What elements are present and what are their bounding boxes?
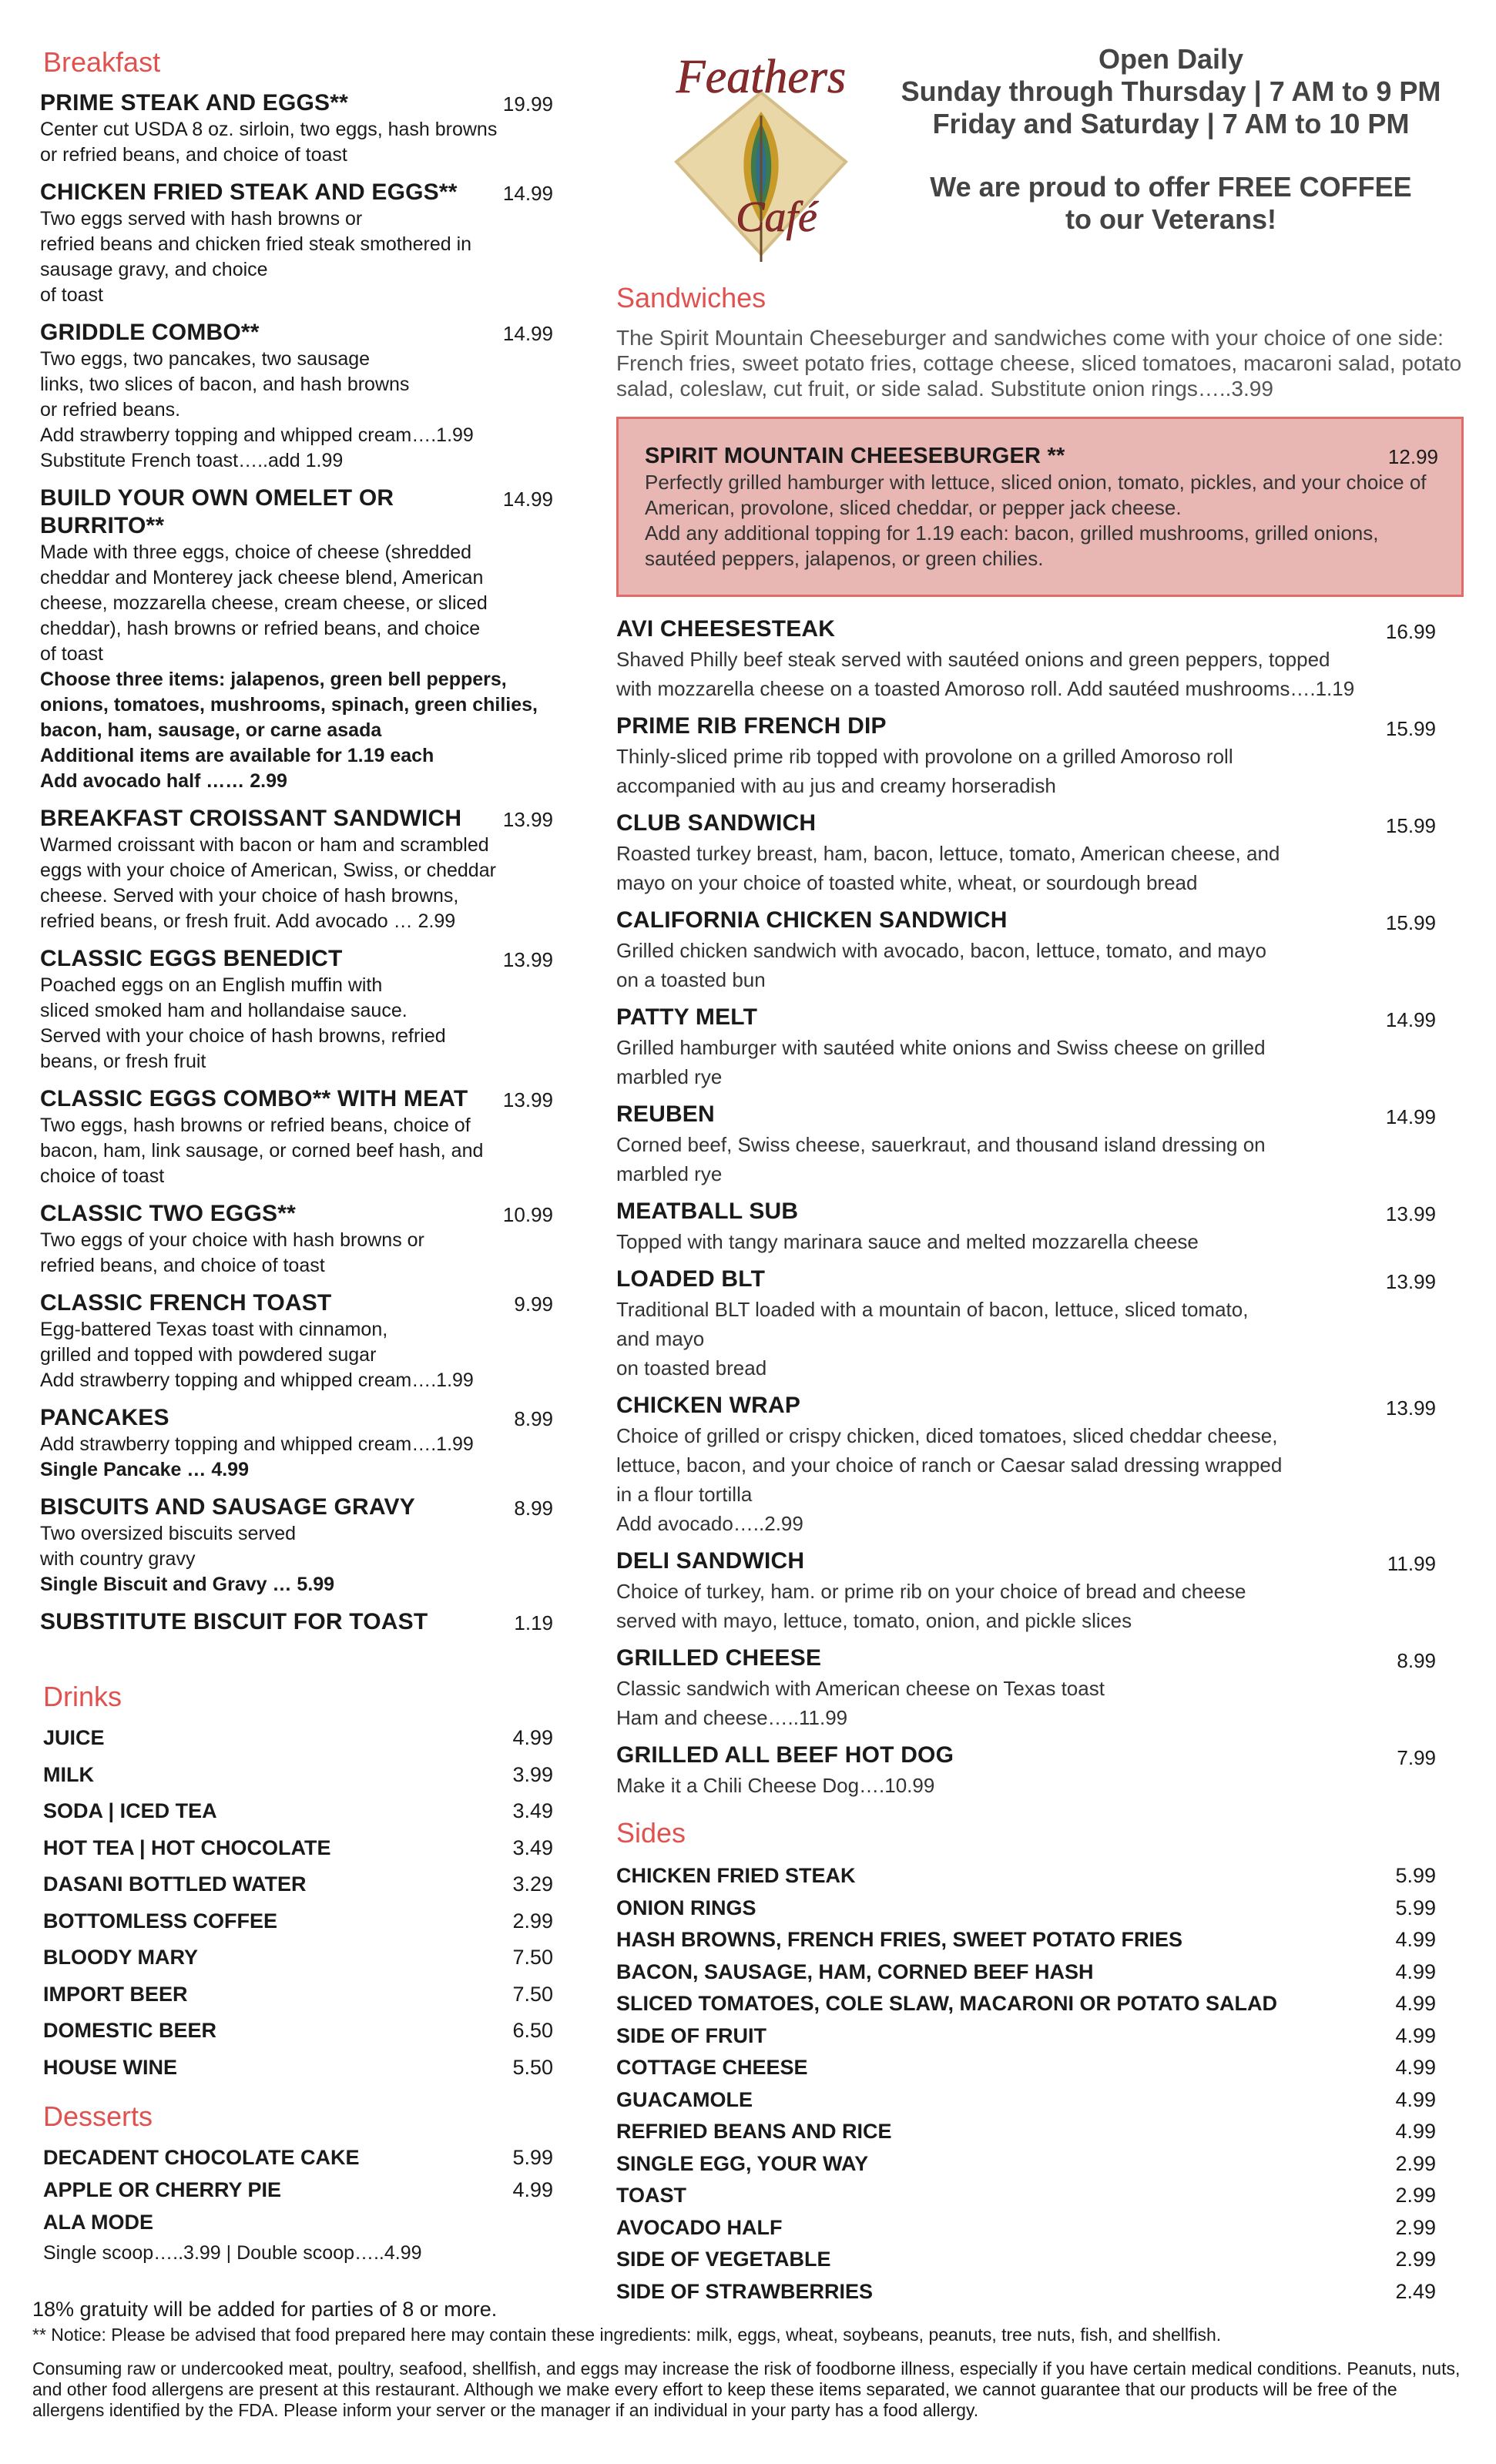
item-price: 13.99 <box>502 1088 553 1111</box>
left-column <box>40 43 556 2266</box>
item-desc: refried beans, or fresh fruit. Add avocado … 2.99 <box>40 910 456 932</box>
item-desc: Add strawberry topping and whipped cream….1.99 <box>40 1369 474 1391</box>
row-price: 2.99 <box>1395 2248 1436 2271</box>
row-name: REFRIED BEANS AND RICE <box>616 2120 892 2143</box>
drinks-row <box>40 2053 556 2090</box>
item-desc: mayo on your choice of toasted white, wheat, or sourdough bread <box>616 871 1198 894</box>
breakfast-item <box>40 1608 556 1636</box>
drinks-row <box>40 1834 556 1871</box>
row-name: HOT TEA | HOT CHOCOLATE <box>43 1835 331 1859</box>
row-name: GUACAMOLE <box>616 2087 753 2111</box>
item-name: CLASSIC TWO EGGS** <box>40 1201 296 1226</box>
sandwich-item <box>616 905 1464 994</box>
side-row <box>616 1956 1464 1989</box>
item-name: SUBSTITUTE BISCUIT FOR TOAST <box>40 1609 428 1634</box>
item-desc: in a flour tortilla <box>616 1483 753 1506</box>
row-price: 7.50 <box>512 1982 553 2006</box>
item-desc: Topped with tangy marinara sauce and melted mozzarella cheese <box>616 1230 1199 1253</box>
item-desc: accompanied with au jus and creamy horseradish <box>616 774 1056 797</box>
breakfast-item <box>40 319 556 474</box>
item-desc: Add strawberry topping and whipped cream….1.99 <box>40 424 474 446</box>
side-row <box>616 1924 1464 1956</box>
hours-weekday: Sunday through Thursday | 7 AM to 9 PM <box>901 75 1441 107</box>
item-desc: Two eggs, two pancakes, two sausage <box>40 348 371 370</box>
item-desc: of toast <box>40 284 103 306</box>
row-name: CHICKEN FRIED STEAK <box>616 1864 856 1887</box>
row-price: 7.50 <box>512 1946 553 1969</box>
featured-extra: Add any additional topping for 1.19 each: bacon, grilled mushrooms, grilled onions, sautéed peppers, jalapenos, or green chilies. <box>645 521 1379 570</box>
row-price: 4.99 <box>1395 1959 1436 1983</box>
row-price: 3.29 <box>512 1872 553 1896</box>
row-name: DOMESTIC BEER <box>43 2019 217 2042</box>
item-price: 13.99 <box>502 808 553 831</box>
item-name: BUILD YOUR OWN OMELET OR BURRITO** <box>40 485 394 538</box>
item-price: 9.99 <box>514 1292 553 1316</box>
item-desc: refried beans, and choice of toast <box>40 1255 325 1276</box>
row-name: MILK <box>43 1762 94 1786</box>
row-name: SIDE OF VEGETABLE <box>616 2248 831 2271</box>
row-name: SODA | ICED TEA <box>43 1799 217 1822</box>
breakfast-title: Breakfast <box>43 46 161 78</box>
sandwich-item <box>616 1264 1464 1383</box>
item-name: CLASSIC FRENCH TOAST <box>40 1290 332 1316</box>
item-desc: Shaved Philly beef steak served with sautéed onions and green peppers, topped <box>616 648 1330 671</box>
row-name: ALA MODE <box>43 2211 153 2234</box>
row-name: HASH BROWNS, FRENCH FRIES, SWEET POTATO FRIES <box>616 1928 1183 1951</box>
side-row <box>616 2180 1464 2212</box>
item-desc: of toast <box>40 643 103 665</box>
item-name: CHICKEN FRIED STEAK AND EGGS** <box>40 179 458 205</box>
item-desc: Two eggs of your choice with hash browns or <box>40 1229 424 1251</box>
item-name: PATTY MELT <box>616 1004 758 1030</box>
desserts-list <box>40 2144 556 2241</box>
side-row <box>616 2020 1464 2053</box>
item-desc: eggs with your choice of American, Swiss, or cheddar <box>40 860 496 881</box>
item-desc: cheese, mozzarella cheese, cream cheese, or sliced <box>40 592 488 614</box>
drinks-row <box>40 2016 556 2053</box>
drinks-row <box>40 1724 556 1761</box>
sandwich-item <box>616 1643 1464 1732</box>
side-row <box>616 2052 1464 2084</box>
item-desc: refried beans and chicken fried steak smothered in <box>40 233 472 255</box>
item-desc: cheddar), hash browns or refried beans, and choice <box>40 618 481 639</box>
drinks-row <box>40 1870 556 1907</box>
sandwich-item <box>616 614 1464 703</box>
item-desc: Egg-battered Texas toast with cinnamon, <box>40 1319 388 1340</box>
row-name: ONION RINGS <box>616 1896 756 1919</box>
logo-text-cafe: Café <box>736 193 817 241</box>
item-price: 1.19 <box>514 1611 553 1634</box>
sandwich-item <box>616 1196 1464 1256</box>
sandwich-item <box>616 1099 1464 1188</box>
item-note: Choose three items: jalapenos, green bell peppers, <box>40 669 507 690</box>
item-name: GRILLED CHEESE <box>616 1645 822 1671</box>
item-desc: Add avocado…..2.99 <box>616 1512 803 1535</box>
item-desc: or refried beans. <box>40 399 181 421</box>
item-desc: choice of toast <box>40 1165 165 1187</box>
item-desc: Corned beef, Swiss cheese, sauerkraut, and thousand island dressing on <box>616 1133 1266 1156</box>
item-desc: Thinly-sliced prime rib topped with provolone on a grilled Amoroso roll <box>616 745 1233 768</box>
side-row <box>616 2244 1464 2276</box>
sandwiches-intro: The Spirit Mountain Cheeseburger and sandwiches come with your choice of one side: French fries, sweet potato fries, cottage cheese, sliced tomatoes, macaroni salad, potato salad, coleslaw, cut fruit, or side salad. Substitute onion rings…..3.99 <box>616 326 1462 401</box>
sandwich-item <box>616 1740 1464 1800</box>
item-desc: Center cut USDA 8 oz. sirloin, two eggs, hash browns <box>40 119 498 140</box>
item-name: CLASSIC EGGS COMBO** WITH MEAT <box>40 1086 468 1111</box>
item-note: Single Pancake … 4.99 <box>40 1459 249 1480</box>
item-price: 14.99 <box>1385 1008 1436 1031</box>
item-price: 13.99 <box>502 948 553 971</box>
item-desc: lettuce, bacon, and your choice of ranch or Caesar salad dressing wrapped <box>616 1453 1283 1477</box>
item-price: 14.99 <box>502 322 553 345</box>
item-price: 13.99 <box>1385 1202 1436 1225</box>
item-desc: Classic sandwich with American cheese on Texas toast <box>616 1677 1105 1700</box>
row-name: SINGLE EGG, YOUR WAY <box>616 2151 869 2175</box>
item-note: onions, tomatoes, mushrooms, spinach, green chilies, <box>40 694 538 716</box>
item-name: PANCAKES <box>40 1405 169 1430</box>
item-desc: marbled rye <box>616 1162 723 1185</box>
row-price: 6.50 <box>512 2019 553 2042</box>
item-desc: Two oversized biscuits served <box>40 1523 297 1544</box>
item-name: PRIME STEAK AND EGGS** <box>40 90 349 116</box>
breakfast-item <box>40 179 556 308</box>
item-desc: Make it a Chili Cheese Dog….10.99 <box>616 1774 935 1797</box>
row-name: COTTAGE CHEESE <box>616 2056 808 2079</box>
row-name: APPLE OR CHERRY PIE <box>43 2178 282 2201</box>
item-desc: Substitute French toast…..add 1.99 <box>40 450 344 471</box>
row-price: 5.99 <box>1395 1896 1436 1919</box>
row-price: 3.99 <box>512 1762 553 1786</box>
sides-title: Sides <box>616 1817 686 1849</box>
item-name: CHICKEN WRAP <box>616 1393 801 1418</box>
item-name: BREAKFAST CROISSANT SANDWICH <box>40 806 462 831</box>
item-desc: Grilled hamburger with sautéed white onions and Swiss cheese on grilled <box>616 1036 1266 1059</box>
breakfast-item <box>40 805 556 934</box>
gratuity-note: 18% gratuity will be added for parties of 8 or more. <box>32 2298 498 2321</box>
breakfast-item <box>40 1085 556 1189</box>
row-price: 2.99 <box>1395 2151 1436 2175</box>
item-price: 13.99 <box>1385 1396 1436 1420</box>
item-desc: beans, or fresh fruit <box>40 1051 206 1072</box>
sandwich-item <box>616 1390 1464 1538</box>
sandwich-list <box>616 614 1464 1800</box>
item-desc: bacon, ham, link sausage, or corned beef hash, and <box>40 1140 484 1162</box>
item-desc: Roasted turkey breast, ham, bacon, lettuce, tomato, American cheese, and <box>616 842 1280 865</box>
row-price: 5.50 <box>512 2055 553 2079</box>
item-note: Single Biscuit and Gravy … 5.99 <box>40 1574 335 1595</box>
row-price: 4.99 <box>1395 1992 1436 2015</box>
item-desc: sausage gravy, and choice <box>40 259 268 280</box>
side-row <box>616 2212 1464 2244</box>
row-price: 5.99 <box>1395 1864 1436 1887</box>
item-price: 15.99 <box>1385 717 1436 740</box>
breakfast-item <box>40 484 556 794</box>
drinks-list <box>40 1724 556 2090</box>
row-price: 2.99 <box>1395 2184 1436 2207</box>
drinks-row <box>40 1797 556 1834</box>
item-desc: Made with three eggs, choice of cheese (shredded <box>40 541 472 563</box>
food-safety-warning: Consuming raw or undercooked meat, poultry, seafood, shellfish, and eggs may increase the risk of foodborne illness, especially if you have certain medical conditions. Peanuts, nuts, and other food allergens are present at this restaurant. Although we make every effort to keep these items separated, we cannot guarantee that our products will be free of the allergens identified by the FDA. Please inform your server or the manager if an individual in your party has a food allergy. <box>32 2358 1461 2420</box>
featured-desc: Perfectly grilled hamburger with lettuce, sliced onion, tomato, pickles, and your choice of American, provolone, sliced cheddar, or pepper jack cheese. <box>645 471 1427 519</box>
drinks-title: Drinks <box>43 1681 122 1712</box>
side-row <box>616 2116 1464 2148</box>
breakfast-item <box>40 1493 556 1597</box>
row-name: BACON, SAUSAGE, HAM, CORNED BEEF HASH <box>616 1959 1094 1983</box>
row-price: 4.99 <box>1395 2023 1436 2047</box>
sandwiches-title: Sandwiches <box>616 282 766 313</box>
item-price: 14.99 <box>502 488 553 511</box>
item-desc: with mozzarella cheese on a toasted Amoroso roll. Add sautéed mushrooms….1.19 <box>616 677 1355 700</box>
item-name: GRIDDLE COMBO** <box>40 320 260 345</box>
row-name: DECADENT CHOCOLATE CAKE <box>43 2146 360 2169</box>
veterans-note-2: to our Veterans! <box>1065 203 1277 235</box>
hours-title: Open Daily <box>1098 43 1244 75</box>
item-price: 8.99 <box>1397 1649 1436 1672</box>
featured-name: SPIRIT MOUNTAIN CHEESEBURGER ** <box>645 444 1065 468</box>
side-row <box>616 2084 1464 2117</box>
side-row <box>616 1892 1464 1925</box>
item-price: 15.99 <box>1385 814 1436 837</box>
desserts-row <box>40 2144 556 2176</box>
item-name: CALIFORNIA CHICKEN SANDWICH <box>616 907 1008 933</box>
item-desc: grilled and topped with powdered sugar <box>40 1344 377 1366</box>
breakfast-item <box>40 1289 556 1393</box>
row-name: DASANI BOTTLED WATER <box>43 1872 307 1896</box>
item-desc: Choice of grilled or crispy chicken, diced tomatoes, sliced cheddar cheese, <box>616 1424 1278 1447</box>
veterans-note-1: We are proud to offer FREE COFFEE <box>930 171 1412 203</box>
item-desc: on toasted bread <box>616 1356 767 1380</box>
sandwich-item <box>616 711 1464 800</box>
item-price: 16.99 <box>1385 620 1436 643</box>
desserts-row <box>40 2176 556 2208</box>
item-note: bacon, ham, sausage, or carne asada <box>40 719 382 741</box>
item-desc: Served with your choice of hash browns, refried <box>40 1025 446 1047</box>
item-desc: Grilled chicken sandwich with avocado, bacon, lettuce, tomato, and mayo <box>616 939 1267 962</box>
footer <box>32 2295 1465 2421</box>
sandwich-item <box>616 1002 1464 1091</box>
breakfast-item <box>40 89 556 168</box>
row-name: BLOODY MARY <box>43 1946 199 1969</box>
item-desc: with country gravy <box>40 1548 196 1570</box>
item-desc: Poached eggs on an English muffin with <box>40 974 383 996</box>
row-name: IMPORT BEER <box>43 1982 188 2006</box>
row-price: 5.99 <box>512 2146 553 2169</box>
item-name: GRILLED ALL BEEF HOT DOG <box>616 1742 954 1768</box>
desserts-row <box>40 2208 556 2241</box>
breakfast-item <box>40 1200 556 1279</box>
desserts-note: Single scoop…..3.99 | Double scoop…..4.99 <box>43 2242 422 2264</box>
row-name: BOTTOMLESS COFFEE <box>43 1909 278 1933</box>
row-price: 2.49 <box>1395 2279 1436 2303</box>
item-name: MEATBALL SUB <box>616 1198 799 1224</box>
row-price: 4.99 <box>1395 2120 1436 2143</box>
item-desc: cheddar and Monterey jack cheese blend, American <box>40 567 484 588</box>
row-price: 4.99 <box>1395 2056 1436 2079</box>
item-name: DELI SANDWICH <box>616 1548 805 1574</box>
item-desc: Two eggs, hash browns or refried beans, choice of <box>40 1115 471 1136</box>
row-price: 2.99 <box>1395 2215 1436 2239</box>
featured-price: 12.99 <box>1387 445 1438 468</box>
item-price: 8.99 <box>514 1407 553 1430</box>
row-name: AVOCADO HALF <box>616 2215 783 2239</box>
item-price: 14.99 <box>1385 1105 1436 1128</box>
row-price: 3.49 <box>512 1799 553 1822</box>
sides-list <box>616 1860 1464 2308</box>
row-name: HOUSE WINE <box>43 2055 178 2079</box>
right-column <box>616 43 1464 2308</box>
item-price: 11.99 <box>1387 1552 1436 1575</box>
row-price: 4.99 <box>512 2178 553 2201</box>
item-desc: and mayo <box>616 1327 705 1350</box>
item-desc: marbled rye <box>616 1065 723 1088</box>
row-price: 4.99 <box>512 1726 553 1749</box>
item-name: LOADED BLT <box>616 1266 766 1292</box>
item-price: 8.99 <box>514 1497 553 1520</box>
item-desc: Warmed croissant with bacon or ham and scrambled <box>40 834 489 856</box>
side-row <box>616 2148 1464 2181</box>
item-price: 10.99 <box>502 1203 553 1226</box>
breakfast-item <box>40 1404 556 1483</box>
featured-cheeseburger <box>616 417 1464 597</box>
item-note: Additional items are available for 1.19 each <box>40 745 434 766</box>
item-note: Add avocado half …… 2.99 <box>40 770 287 792</box>
row-name: SLICED TOMATOES, COLE SLAW, MACARONI OR POTATO SALAD <box>616 1992 1278 2015</box>
logo-text-feathers: Feathers <box>676 51 847 103</box>
row-name: SIDE OF STRAWBERRIES <box>616 2279 874 2303</box>
item-price: 19.99 <box>502 92 553 116</box>
side-row <box>616 1860 1464 1892</box>
row-price: 3.49 <box>512 1835 553 1859</box>
item-name: PRIME RIB FRENCH DIP <box>616 713 887 739</box>
side-row <box>616 1988 1464 2020</box>
item-desc: Ham and cheese…..11.99 <box>616 1706 848 1729</box>
drinks-row <box>40 1943 556 1980</box>
item-price: 13.99 <box>1385 1270 1436 1293</box>
item-desc: Two eggs served with hash browns or <box>40 208 363 230</box>
item-price: 15.99 <box>1385 911 1436 934</box>
item-desc: links, two slices of bacon, and hash browns <box>40 374 410 395</box>
item-desc: Traditional BLT loaded with a mountain of bacon, lettuce, sliced tomato, <box>616 1298 1249 1321</box>
item-price: 7.99 <box>1397 1746 1436 1769</box>
item-desc: on a toasted bun <box>616 968 766 991</box>
item-desc: served with mayo, lettuce, tomato, onion, and pickle slices <box>616 1609 1132 1632</box>
item-name: BISCUITS AND SAUSAGE GRAVY <box>40 1494 415 1520</box>
breakfast-item <box>40 945 556 1074</box>
item-desc: Add strawberry topping and whipped cream….1.99 <box>40 1433 474 1455</box>
item-desc: cheese. Served with your choice of hash browns, <box>40 885 459 907</box>
breakfast-list <box>40 89 556 1636</box>
hours-weekend: Friday and Saturday | 7 AM to 10 PM <box>932 108 1410 139</box>
drinks-row <box>40 1907 556 1944</box>
item-name: CLASSIC EGGS BENEDICT <box>40 946 343 971</box>
allergen-notice: ** Notice: Please be advised that food prepared here may contain these ingredients: milk, eggs, wheat, soybeans, peanuts, tree nuts, fish, and shellfish. <box>32 2325 1222 2345</box>
row-name: SIDE OF FRUIT <box>616 2023 766 2047</box>
desserts-title: Desserts <box>43 2100 153 2132</box>
row-name: TOAST <box>616 2184 687 2207</box>
drinks-row <box>40 1761 556 1798</box>
row-price: 2.99 <box>512 1909 553 1933</box>
sandwich-item <box>616 1546 1464 1635</box>
drinks-row <box>40 1980 556 2017</box>
item-name: AVI CHEESESTEAK <box>616 616 836 642</box>
sandwich-item <box>616 808 1464 897</box>
row-price: 4.99 <box>1395 1928 1436 1951</box>
item-name: CLUB SANDWICH <box>616 810 817 836</box>
item-desc: sliced smoked ham and hollandaise sauce. <box>40 1000 408 1021</box>
item-desc: Choice of turkey, ham. or prime rib on your choice of bread and cheese <box>616 1580 1246 1603</box>
row-price: 4.99 <box>1395 2087 1436 2111</box>
item-name: REUBEN <box>616 1101 715 1127</box>
row-name: JUICE <box>43 1726 105 1749</box>
item-desc: or refried beans, and choice of toast <box>40 144 347 166</box>
item-price: 14.99 <box>502 182 553 205</box>
